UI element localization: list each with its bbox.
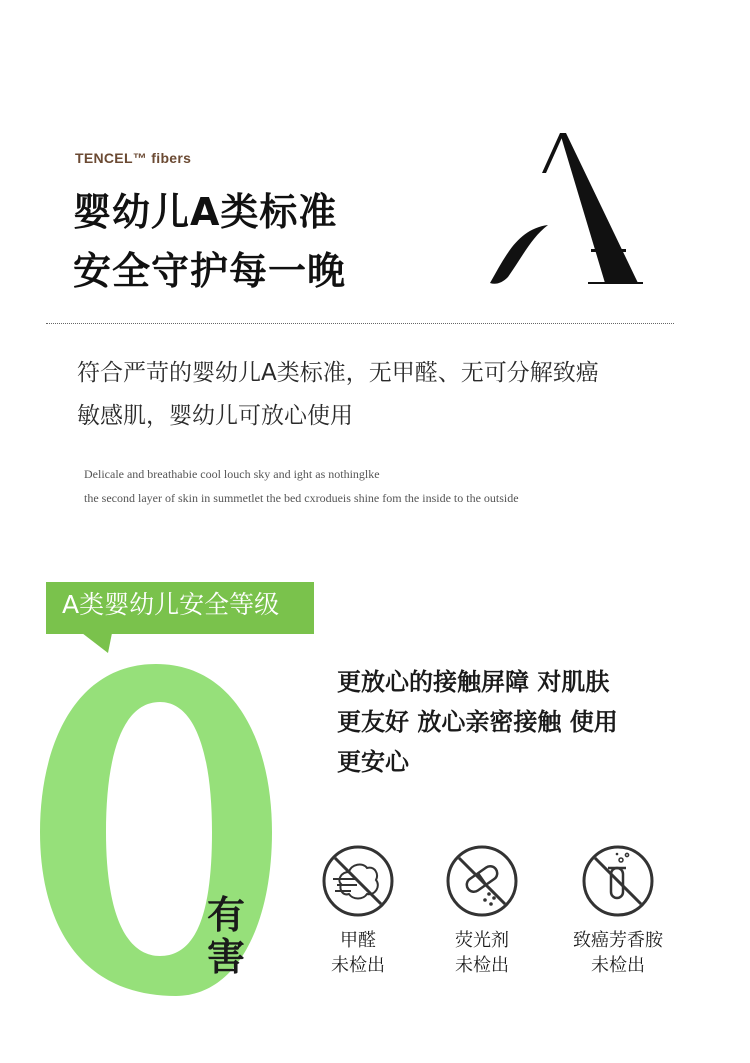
aromatic-amine-icon: [581, 844, 655, 918]
harm-char-1: 有: [207, 893, 246, 937]
formaldehyde-icon: [321, 844, 395, 918]
description-cn-line-2: 敏感肌，婴幼儿可放心使用: [77, 403, 353, 429]
test-3-name: 致癌芳香胺: [573, 930, 663, 951]
test-1-name: 甲醛: [340, 930, 376, 951]
feature-line-1: 更放心的接触屏障 对肌肤: [337, 668, 610, 696]
banner-tail-shape: [82, 633, 112, 653]
test-1-result: 未检出: [331, 955, 385, 976]
test-2-result: 未检出: [455, 955, 509, 976]
test-3-result: 未检出: [591, 955, 645, 976]
brand-name: TENCEL™ fibers: [75, 150, 192, 166]
harm-char-2: 害: [207, 935, 246, 979]
headline-line-1: 婴幼儿A类标准: [73, 190, 338, 234]
tencel-a-logo-icon: [488, 125, 646, 287]
feature-line-3: 更安心: [337, 748, 409, 776]
description-cn-line-1: 符合严苛的婴幼儿A类标准，无甲醛、无可分解致癌: [77, 360, 599, 386]
test-2-name: 荧光剂: [455, 930, 509, 951]
feature-line-2: 更友好 放心亲密接触 使用: [337, 708, 618, 736]
safety-level-banner-text: A类婴幼儿安全等级: [62, 590, 280, 619]
headline-line-2: 安全守护每一晚: [73, 249, 347, 293]
description-en-line-1: Delicale and breathabie cool louch sky and ight as nothinglke: [84, 467, 380, 481]
description-en-line-2: the second layer of skin in summetlet the bed cxrodueis shine fom the inside to the outside: [84, 491, 519, 505]
fluorescent-agent-icon: [445, 844, 519, 918]
dotted-divider: [46, 323, 674, 324]
